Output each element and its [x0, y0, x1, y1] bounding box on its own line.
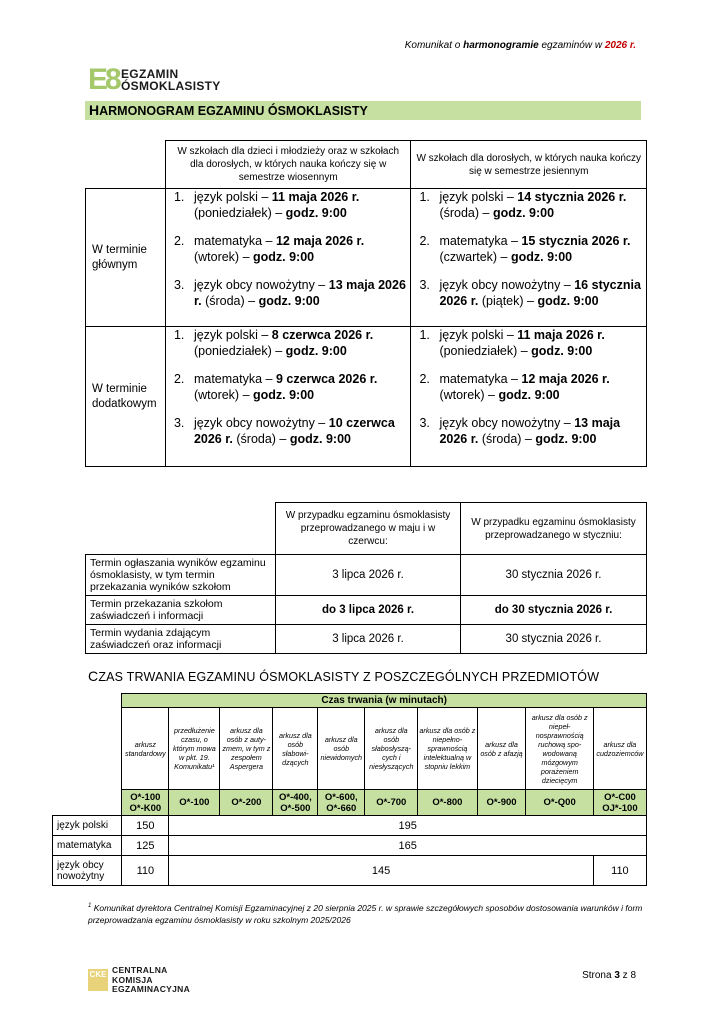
exam-text	[194, 277, 406, 309]
page-number	[582, 970, 636, 981]
exam-number: 3.	[173, 416, 185, 430]
exam-date: 10 czerwca 2026 r.	[193, 416, 395, 446]
logo-line1: EGZAMIN	[121, 67, 179, 81]
exam-time: godz. 9:00	[285, 206, 347, 220]
exam-part: język polski –	[193, 328, 272, 342]
exam-part: język obcy nowożytny –	[193, 278, 329, 292]
sheet-type-header: arkusz dla osób z niepełnosprawnością ruchową spowodowaną mózgowym porażeniem dziecięcym	[526, 708, 593, 790]
exam-part: (wtorek) –	[193, 388, 253, 402]
schedule-table	[85, 140, 647, 467]
duration-value: 150	[122, 816, 169, 836]
sheet-code: O*-Q00	[543, 797, 576, 808]
exam-number: 2.	[419, 234, 430, 248]
sheet-code-cell	[526, 790, 593, 816]
results-row-label: Termin wydania zdającym zaświadczeń oraz informacji	[86, 625, 276, 654]
duration-value: 195	[169, 816, 647, 836]
duration-value: 145	[169, 856, 594, 886]
footnote-text: Komunikat dyrektora Centralnej Komisji Egzaminacyjnej z 20 sierpnia 2025 r. w sprawie szczegółowych sposobów dostosowania warunków i form przeprowadzania egzaminu ósmoklasisty w roku szkolnym 2025/2026	[88, 902, 643, 925]
exam-part: (poniedziałek) –	[193, 206, 286, 220]
page-label: Strona	[582, 970, 615, 981]
exam-item	[417, 233, 642, 265]
sheet-code: O*-100	[179, 797, 210, 808]
sheet-code-cell	[365, 790, 418, 816]
e8-mark-text: E8	[88, 63, 119, 96]
exam-number: 3.	[419, 416, 430, 430]
exam-date: 11 maja 2026 r.	[517, 328, 605, 342]
exam-date: 16 stycznia 2026 r.	[439, 278, 641, 308]
sheet-type-header: arkusz standardowy	[122, 708, 169, 790]
exam-item	[417, 415, 642, 447]
subject-label: matematyka	[53, 836, 122, 856]
sheet-type-header: arkusz dla osób z afazją	[477, 708, 526, 790]
results-value: 30 stycznia 2026 r.	[461, 555, 647, 596]
exam-part: (piątek) –	[478, 294, 538, 308]
results-value: 3 lipca 2026 r.	[276, 625, 461, 654]
cke-logo-mark	[88, 969, 108, 991]
title-first: H	[89, 102, 100, 118]
sheet-type-header: arkusz dla cudzoziemców	[593, 708, 646, 790]
exam-text	[439, 189, 642, 221]
exam-time: godz. 9:00	[253, 250, 315, 264]
footnote-mark: 1	[88, 903, 92, 909]
sheet-code-cell	[477, 790, 526, 816]
results-table	[85, 502, 647, 654]
exam-text	[194, 371, 406, 403]
exam-part: (środa) –	[439, 206, 493, 220]
exam-item	[172, 189, 406, 221]
exam-text	[439, 371, 642, 403]
exam-item	[417, 277, 642, 309]
exam-item	[172, 233, 406, 265]
exam-date: 11 maja 2026 r.	[271, 190, 360, 204]
exam-text	[439, 415, 642, 447]
results-value: do 3 lipca 2026 r.	[276, 596, 461, 625]
exam-number: 3.	[173, 278, 185, 292]
sheet-code: O*-200	[231, 797, 262, 808]
exam-text	[439, 233, 642, 265]
exam-number: 1.	[173, 190, 185, 204]
results-row-label: Termin ogłaszania wyników egzaminu ósmoklasisty, w tym termin przekazania wyników szkołom	[86, 555, 276, 596]
sheet-code: O*-900	[486, 797, 517, 808]
duration-header: Czas trwania (w minutach)	[122, 694, 647, 708]
exam-part: (wtorek) –	[439, 388, 499, 402]
results-value: 3 lipca 2026 r.	[276, 555, 461, 596]
exam-time: godz. 9:00	[492, 206, 555, 220]
main-spring-cell	[165, 189, 410, 327]
logo-line2: ÓSMOKLASISTY	[121, 79, 221, 93]
results-corner	[86, 503, 276, 555]
duration-corner	[53, 694, 122, 816]
cke-logo	[88, 966, 190, 995]
e8-logo-text	[121, 68, 221, 92]
exam-list	[417, 327, 642, 447]
exam-part: (czwartek) –	[439, 250, 511, 264]
exam-number: 3.	[419, 278, 430, 292]
sheet-code: O*-500	[280, 802, 311, 814]
e8-logo-mark	[88, 63, 119, 96]
cke-mark-text: CKE	[89, 970, 107, 980]
results-col-may: W przypadku egzaminu ósmoklasisty przeprowadzanego w maju i w czerwcu:	[276, 503, 461, 555]
header-year: 2026 r.	[604, 40, 636, 51]
page-current: 3	[614, 970, 620, 981]
sheet-code: O*-K00	[129, 802, 162, 814]
exam-date: 14 stycznia 2026 r.	[517, 190, 627, 204]
sheet-code-cell	[593, 790, 646, 816]
sheet-code: OJ*-100	[602, 802, 638, 814]
exam-date: 15 stycznia 2026 r.	[521, 234, 631, 248]
duration-value: 110	[122, 856, 169, 886]
sheet-type-header: arkusz dla osób z niepełnosprawnością intelektualną w stopniu lekkim	[418, 708, 477, 790]
duration-table	[52, 693, 647, 886]
exam-date: 12 maja 2026 r.	[521, 372, 610, 386]
exam-number: 1.	[419, 190, 430, 204]
cke-line1: CENTRALNA	[112, 965, 168, 975]
exam-time: godz. 9:00	[498, 388, 560, 402]
duration-title-rest: ZAS TRWANIA EGZAMINU ÓSMOKLASISTY Z POSZCZEGÓLNYCH PRZEDMIOTÓW	[98, 670, 600, 684]
exam-text	[194, 327, 406, 359]
sheet-code-cell	[220, 790, 273, 816]
exam-time: godz. 9:00	[510, 250, 573, 264]
exam-number: 1.	[173, 328, 185, 342]
exam-text	[439, 327, 642, 359]
e8-logo	[88, 63, 221, 96]
exam-text	[194, 189, 406, 221]
exam-part: (poniedziałek) –	[193, 344, 286, 358]
exam-part: matematyka –	[439, 372, 522, 386]
sheet-code-cell	[169, 790, 220, 816]
exam-date: 9 czerwca 2026 r.	[275, 372, 378, 386]
sheet-code: O*-600,	[324, 791, 358, 803]
subject-label: język obcy nowożytny	[53, 856, 122, 886]
sheet-type-header: przedłużenie czasu, o którym mowa w pkt. 19. Komunikatu¹	[169, 708, 220, 790]
title-rest: ARMONOGRAM EGZAMINU ÓSMOKLASISTY	[99, 104, 368, 118]
exam-part: język polski –	[439, 190, 518, 204]
row-main-label: W terminie głównym	[86, 189, 166, 327]
exam-date: 8 czerwca 2026 r.	[271, 328, 374, 342]
page-title	[85, 101, 641, 120]
main-autumn-cell	[411, 189, 647, 327]
exam-part: (poniedziałek) –	[439, 344, 532, 358]
sheet-code-cell	[122, 790, 169, 816]
sheet-code-cell	[273, 790, 318, 816]
exam-number: 2.	[173, 234, 185, 248]
sheet-code: O*-700	[376, 797, 407, 808]
exam-part: język obcy nowożytny –	[439, 416, 575, 430]
add-autumn-cell	[411, 327, 647, 467]
exam-item	[417, 189, 642, 221]
exam-item	[417, 327, 642, 359]
exam-part: (środa) –	[478, 432, 536, 446]
duration-value: 110	[593, 856, 646, 886]
schedule-col-autumn: W szkołach dla dorosłych, w których nauka kończy się w semestrze jesiennym	[411, 141, 647, 189]
cke-line2: KOMISJA	[112, 974, 153, 985]
sheet-type-header: arkusz dla osób słabosłyszących i niesłyszących	[365, 708, 418, 790]
sheet-code: O*-400,	[278, 791, 312, 803]
subject-label: język polski	[53, 816, 122, 836]
duration-title-first: C	[88, 668, 99, 684]
results-row-label: Termin przekazania szkołom zaświadczeń i informacji	[86, 596, 276, 625]
exam-date: 12 maja 2026 r.	[275, 234, 365, 248]
exam-time: godz. 9:00	[289, 432, 351, 446]
exam-date: 13 maja 2026 r.	[193, 278, 406, 308]
header-text-mid: egzaminów w	[538, 40, 605, 51]
footnote	[88, 900, 648, 926]
exam-list	[417, 189, 642, 309]
page-total: 8	[630, 970, 636, 981]
duration-codes	[53, 790, 647, 816]
sheet-code: O*-100	[130, 791, 161, 803]
header-text: Komunikat o	[404, 40, 464, 51]
duration-value: 165	[169, 836, 647, 856]
exam-part: język polski –	[193, 190, 272, 204]
exam-list	[172, 327, 406, 447]
exam-part: język obcy nowożytny –	[439, 278, 575, 292]
sheet-type-header: arkusz dla osób słabowidzących	[273, 708, 318, 790]
exam-date: 13 maja 2026 r.	[439, 416, 621, 446]
duration-value: 125	[122, 836, 169, 856]
add-spring-cell	[165, 327, 410, 467]
exam-item	[172, 371, 406, 403]
exam-item	[172, 277, 406, 309]
results-col-jan: W przypadku egzaminu ósmoklasisty przeprowadzanego w styczniu:	[461, 503, 647, 555]
exam-time: godz. 9:00	[253, 388, 315, 402]
exam-list	[172, 189, 406, 309]
sheet-code: O*-C00	[604, 791, 636, 803]
sheet-code: O*-800	[432, 797, 463, 808]
exam-time: godz. 9:00	[258, 294, 320, 308]
cke-logo-text	[112, 966, 190, 995]
exam-part: (środa) –	[201, 294, 259, 308]
row-add-label: W terminie dodatkowym	[86, 327, 166, 467]
page-of: z	[619, 970, 631, 981]
exam-time: godz. 9:00	[537, 294, 599, 308]
results-value: do 30 stycznia 2026 r.	[461, 596, 647, 625]
exam-time: godz. 9:00	[531, 344, 593, 358]
sheet-code: O*-660	[326, 802, 357, 814]
exam-time: godz. 9:00	[285, 344, 347, 358]
exam-text	[194, 233, 406, 265]
exam-part: (środa) –	[232, 432, 290, 446]
duration-subheaders	[53, 708, 647, 790]
exam-part: matematyka –	[193, 234, 276, 248]
sheet-type-header: arkusz dla osób niewidomych	[318, 708, 365, 790]
exam-part: matematyka –	[193, 372, 276, 386]
schedule-corner	[86, 141, 166, 189]
duration-section-title	[88, 668, 599, 684]
sheet-type-header: arkusz dla osób z autyzmem, w tym z zespołem Aspergera	[220, 708, 273, 790]
sheet-code-cell	[318, 790, 365, 816]
results-value: 30 stycznia 2026 r.	[461, 625, 647, 654]
exam-text	[439, 277, 642, 309]
header-note	[405, 40, 636, 51]
schedule-col-spring: W szkołach dla dzieci i młodzieży oraz w szkołach dla dorosłych, w których nauka kończy się w semestrze wiosennym	[165, 141, 410, 189]
exam-number: 2.	[419, 372, 430, 386]
header-bold: harmonogramie	[463, 40, 539, 51]
exam-part: matematyka –	[439, 234, 522, 248]
exam-item	[417, 371, 642, 403]
cke-line3: EGZAMINACYJNA	[112, 984, 191, 994]
exam-text	[194, 415, 406, 447]
exam-time: godz. 9:00	[535, 432, 597, 446]
exam-item	[172, 327, 406, 359]
exam-part: język polski –	[439, 328, 518, 342]
exam-part: (wtorek) –	[193, 250, 253, 264]
sheet-code-cell	[418, 790, 477, 816]
exam-number: 1.	[419, 328, 430, 342]
exam-part: język obcy nowożytny –	[193, 416, 329, 430]
exam-number: 2.	[173, 372, 185, 386]
exam-item	[172, 415, 406, 447]
